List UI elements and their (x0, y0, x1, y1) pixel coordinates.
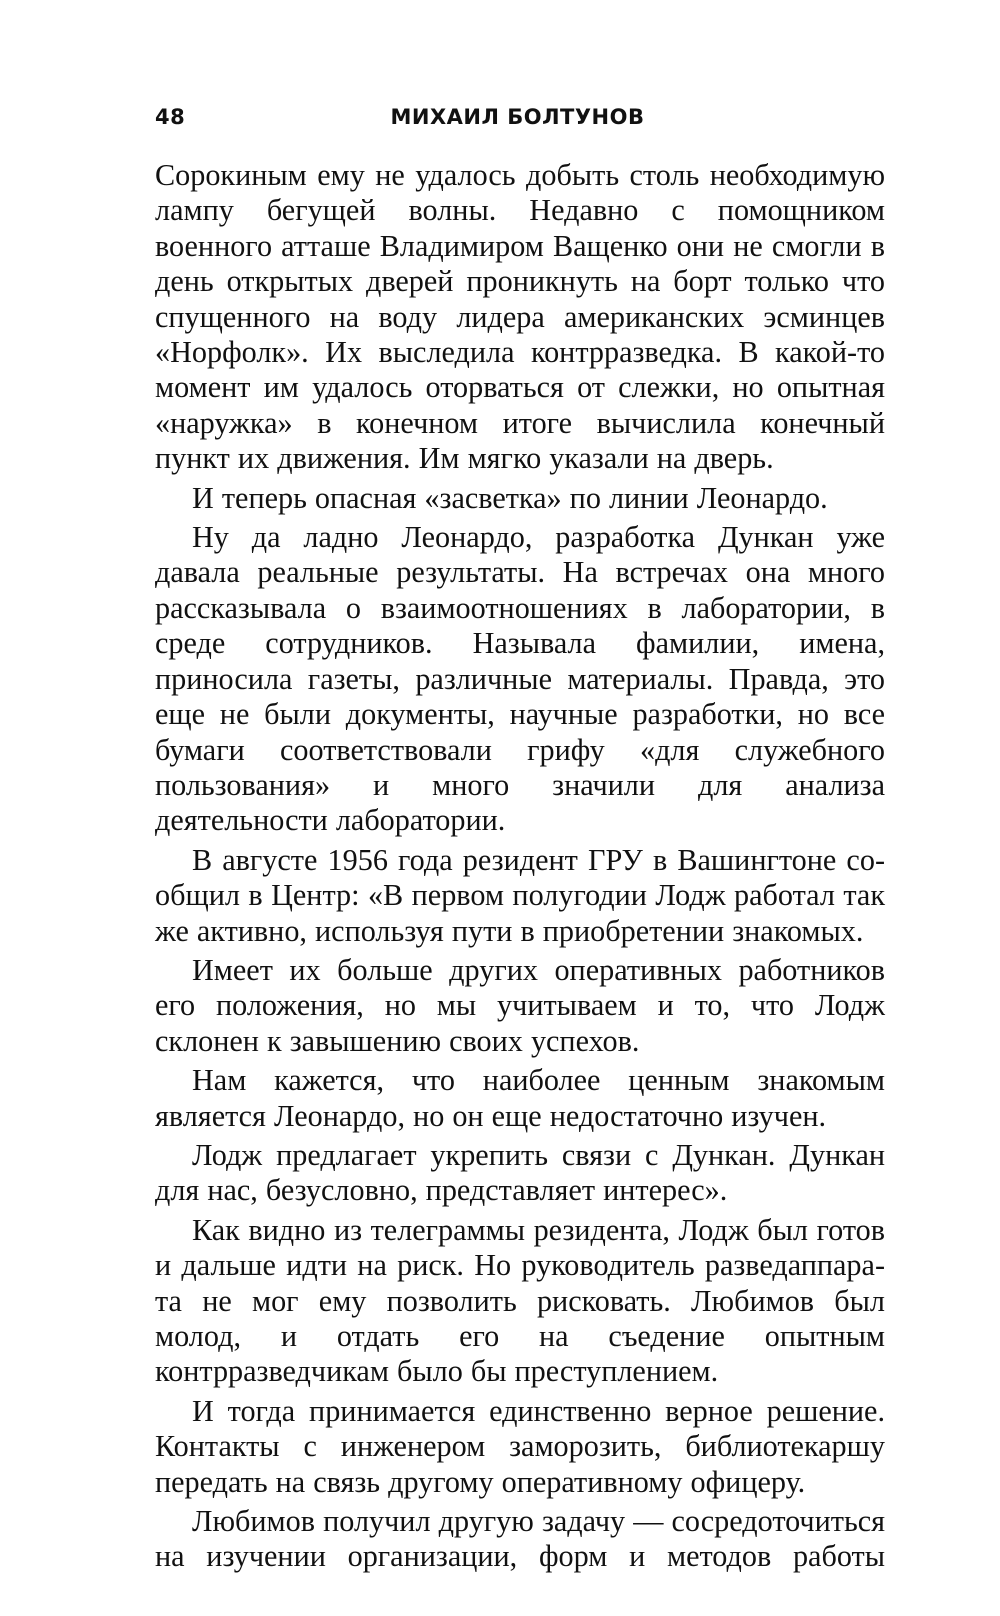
paragraph: Как видно из телеграммы резидента, Лодж был готов и дальше идти на риск. Но руководитель разведаппарата не мог ему позволить рисковать. Любимов был молод, и отдать его на съедение опытным контрразведчикам было бы преступлением. (155, 1212, 885, 1389)
paragraph: Лодж предлагает укрепить связи с Дункан. Дункан для нас, безусловно, представляет интерес». (155, 1137, 885, 1208)
running-head-author: МИХАИЛ БОЛТУНОВ (390, 105, 645, 129)
page-number: 48 (155, 105, 186, 129)
paragraph: Имеет их больше других оперативных работников его положения, но мы учитываем и то, что Лодж склонен к завышению своих успехов. (155, 952, 885, 1058)
paragraph: Нам кажется, что наиболее ценным знакомым является Леонардо, но он еще недостаточно изучен. (155, 1063, 885, 1133)
paragraph: Сорокиным ему не удалось добыть столь необходимую лампу бегущей волны. Недавно с помощником военного атташе Владимиром Ващенко они не смогли в день открытых дверей проникнуть на борт только что спущенного на воду лидера американских эсминцев «Норфолк». Их выследила контрразведка. В какой-то момент им удалось оторваться от слежки, но опытная «наружка» в конечном итоге вычислила конечный пункт их движения. Им мягко указали на дверь. (155, 158, 885, 476)
paragraph: И тогда принимается единственно верное решение. Контакты с инженером заморозить, библиотекаршу передать на связь другому оперативному офицеру. (155, 1393, 885, 1499)
body-text (155, 158, 885, 1579)
running-head (155, 105, 880, 141)
paragraph: И теперь опасная «засветка» по линии Леонардо. (192, 480, 828, 515)
paragraph: Ну да ладно Леонардо, разработка Дункан уже давала реальные результаты. На встречах она много рассказывала о взаимоотношениях в лаборатории, в среде сотрудников. Называла фамилии, имена, приносила газеты, различные материалы. Правда, это еще не были документы, научные разработки, но все бумаги соответствовали грифу «для служебного пользования» и много значили для анализа деятельности лаборатории. (155, 520, 885, 838)
paragraph: В августе 1956 года резидент ГРУ в Вашингтоне сообщил в Центр: «В первом полугодии Лодж работал так же активно, используя пути в приобретении знакомых. (155, 842, 885, 948)
paragraph: Любимов получил другую задачу — сосредоточиться на изучении организации, форм и методов работы (155, 1504, 885, 1574)
